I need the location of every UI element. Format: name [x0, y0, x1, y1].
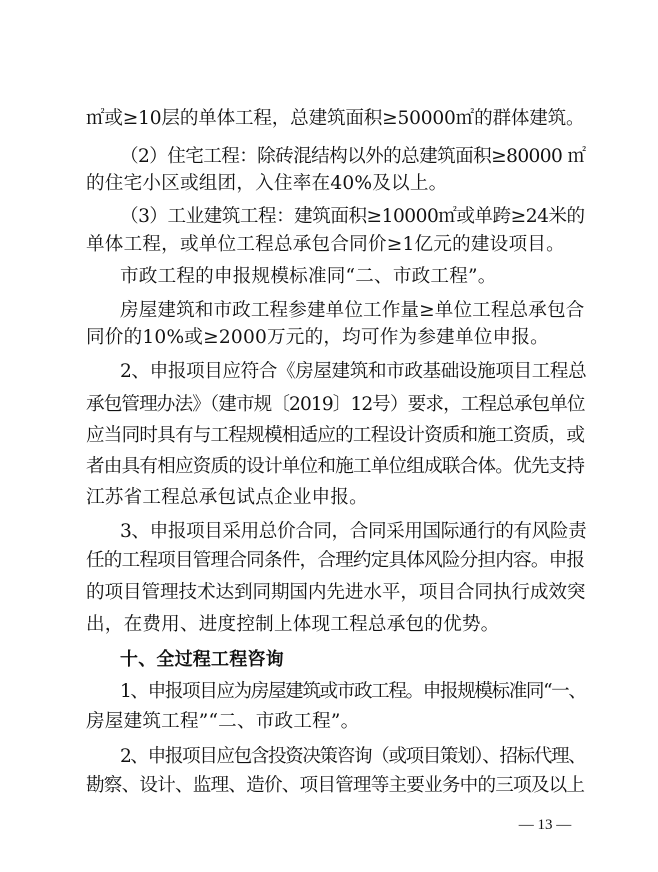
body-line: 应当同时具有与工程规模相适应的工程设计资质和施工资质，或	[86, 425, 585, 446]
section-heading: 十、全过程工程咨询	[120, 649, 284, 670]
body-line: 江苏省工程总承包试点企业申报。	[86, 487, 368, 508]
body-line: （3）工业建筑工程：建筑面积≥10000㎡或单跨≥24米的	[120, 206, 585, 227]
body-line: 房屋建筑和市政工程参建单位工作量≥单位工程总承包合	[120, 300, 585, 321]
body-line: 市政工程的申报规模标准同“二、市政工程”。	[120, 266, 497, 287]
body-line: ㎡或≥10层的单体工程，总建筑面积≥50000㎡的群体建筑。	[86, 108, 585, 129]
body-line: 的住宅小区或组团，入住率在40%及以上。	[86, 173, 448, 194]
page-number: — 13 —	[518, 817, 572, 833]
body-line: 承包管理办法》（建市规〔2019〕12号）要求，工程总承包单位	[86, 394, 585, 415]
body-line: 任的工程项目管理合同条件，合理约定具体风险分担内容。申报	[86, 550, 585, 571]
body-line: 房屋建筑工程”“二、市政工程”。	[86, 711, 360, 732]
body-line: 2、申报项目应符合《房屋建筑和市政基础设施项目工程总	[120, 361, 587, 382]
body-line: 1、申报项目应为房屋建筑或市政工程。申报规模标准同“一、	[120, 681, 586, 702]
body-line: 的项目管理技术达到同期国内先进水平，项目合同执行成效突	[86, 582, 586, 603]
body-line: 者由具有相应资质的设计单位和施工单位组成联合体。优先支持	[86, 456, 585, 477]
body-line: （2）住宅工程：除砖混结构以外的总建筑面积≥80000 ㎡	[120, 146, 586, 167]
body-line: 同价的10%或≥2000万元的，均可作为参建单位申报。	[86, 327, 549, 348]
body-line: 单体工程，或单位工程总承包合同价≥1亿元的建设项目。	[86, 234, 565, 255]
body-line: 出，在费用、进度控制上体现工程总承包的优势。	[86, 614, 500, 635]
body-line: 勘察、设计、监理、造价、项目管理等主要业务中的三项及以上	[86, 775, 585, 796]
body-line: 2、申报项目应包含投资决策咨询（或项目策划）、招标代理、	[120, 746, 586, 767]
body-line: 3、申报项目采用总价合同，合同采用国际通行的有风险责	[120, 521, 587, 542]
